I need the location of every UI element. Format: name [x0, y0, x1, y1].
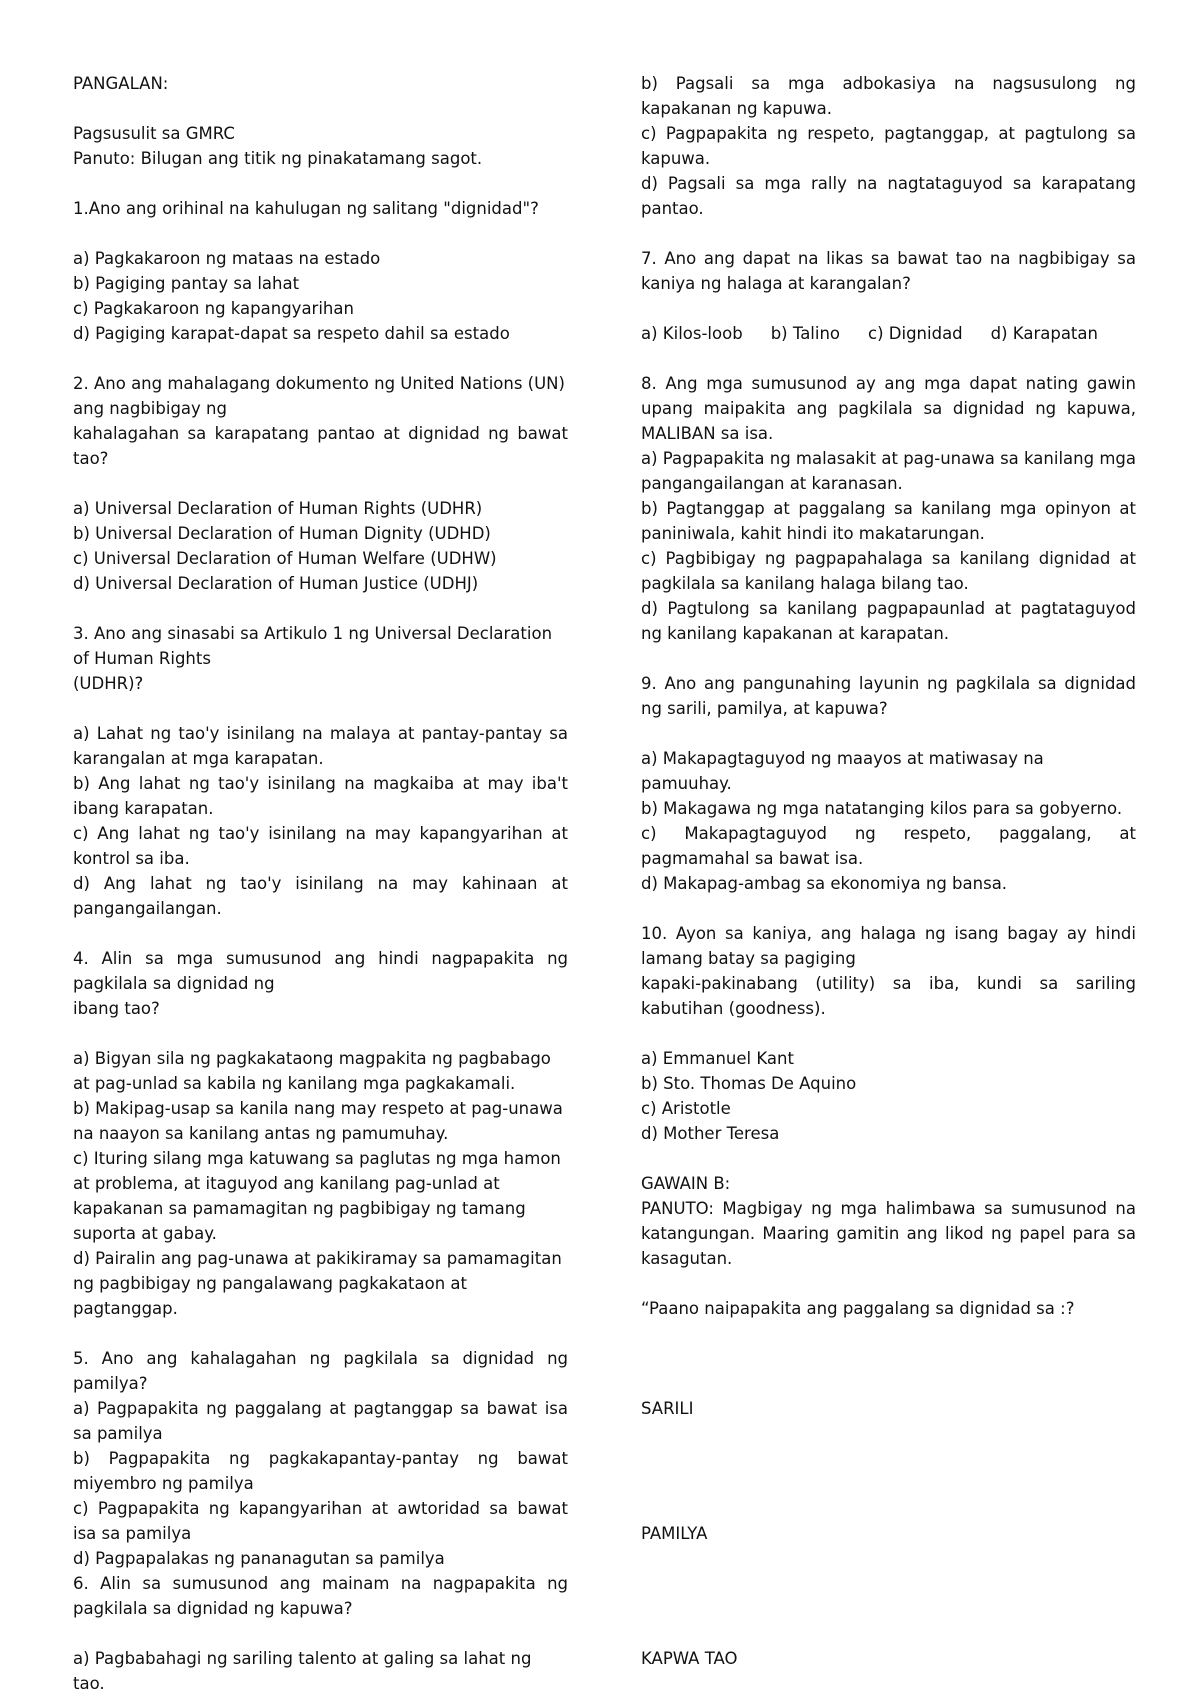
gawain-item-kapwa-tao: KAPWA TAO [641, 1649, 738, 1668]
q1-option-c: c) Pagkakaroon ng kapangyarihan [73, 299, 354, 318]
q3-option-d: d) Ang lahat ng tao'y isinilang na may kahinaan at pangangailangan. [73, 874, 568, 918]
q5-option-b: b) Pagpapakita ng pagkakapantay-pantay ng bawat miyembro ng pamilya [73, 1449, 568, 1493]
gawain-title: GAWAIN B: [641, 1174, 731, 1193]
question-10-line-1: 10. Ayon sa kaniya, ang halaga ng isang bagay ay hindi lamang batay sa pagiging [641, 924, 1136, 968]
q8-option-a: a) Pagpapakita ng malasakit at pag-unawa sa kanilang mga pangangailangan at karanasan. [641, 449, 1136, 493]
q6-option-d: d) Pagsali sa mga rally na nagtataguyod sa karapatang pantao. [641, 174, 1136, 218]
question-10-line-2: kapaki-pakinabang (utility) sa iba, kundi sa sariling kabutihan (goodness). [641, 974, 1136, 1018]
q2-option-c: c) Universal Declaration of Human Welfare (UDHW) [73, 549, 497, 568]
question-4-line-2: ibang tao? [73, 999, 160, 1018]
q6-option-c: c) Pagpapakita ng respeto, pagtanggap, at pagtulong sa kapuwa. [641, 124, 1136, 168]
q2-option-b: b) Universal Declaration of Human Dignity (UDHD) [73, 524, 491, 543]
question-5: 5. Ano ang kahalagahan ng pagkilala sa dignidad ng pamilya? [73, 1349, 568, 1393]
q5-option-c: c) Pagpapakita ng kapangyarihan at awtoridad sa bawat isa sa pamilya [73, 1499, 568, 1543]
right-column [641, 71, 1136, 1671]
q9-option-c: c) Makapagtaguyod ng respeto, paggalang, at pagmamahal sa bawat isa. [641, 824, 1136, 868]
q9-option-b: b) Makagawa ng mga natatanging kilos para sa gobyerno. [641, 799, 1123, 818]
name-label: PANGALAN: [73, 74, 169, 93]
q7-option-c: c) Dignidad [868, 324, 963, 343]
question-3-line-1: 3. Ano ang sinasabi sa Artikulo 1 ng Universal Declaration of Human Rights [73, 624, 553, 668]
left-column [73, 71, 568, 1696]
gawain-item-pamilya: PAMILYA [641, 1524, 708, 1543]
q7-options [641, 321, 1136, 346]
q8-option-b: b) Pagtanggap at paggalang sa kanilang mga opinyon at paniniwala, kahit hindi ito makatarungan. [641, 499, 1136, 543]
q10-option-a: a) Emmanuel Kant [641, 1049, 794, 1068]
q9-option-d: d) Makapag-ambag sa ekonomiya ng bansa. [641, 874, 1008, 893]
question-4-line-1: 4. Alin sa mga sumusunod ang hindi nagpapakita ng pagkilala sa dignidad ng [73, 949, 568, 993]
instructions: Panuto: Bilugan ang titik ng pinakatamang sagot. [73, 149, 483, 168]
question-6: 6. Alin sa sumusunod ang mainam na nagpapakita ng pagkilala sa dignidad ng kapuwa? [73, 1574, 568, 1618]
q8-option-c: c) Pagbibigay ng pagpapahalaga sa kanilang dignidad at pagkilala sa kanilang halaga bilang tao. [641, 549, 1136, 593]
gawain-item-sarili: SARILI [641, 1399, 694, 1418]
question-7: 7. Ano ang dapat na likas sa bawat tao na nagbibigay sa kaniya ng halaga at karangalan? [641, 249, 1136, 293]
q3-option-c: c) Ang lahat ng tao'y isinilang na may kapangyarihan at kontrol sa iba. [73, 824, 568, 868]
q3-option-b: b) Ang lahat ng tao'y isinilang na magkaiba at may iba't ibang karapatan. [73, 774, 568, 818]
q10-option-b: b) Sto. Thomas De Aquino [641, 1074, 857, 1093]
gawain-prompt: “Paano naipapakita ang paggalang sa dignidad sa :? [641, 1299, 1075, 1318]
question-9: 9. Ano ang pangunahing layunin ng pagkilala sa dignidad ng sarili, pamilya, at kapuwa? [641, 674, 1136, 718]
q7-option-d: d) Karapatan [990, 324, 1098, 343]
q4-option-a: a) Bigyan sila ng pagkakataong magpakita ng pagbabago at pag-unlad sa kabila ng kanilang mga pagkakamali. [73, 1049, 551, 1093]
question-1: 1.Ano ang orihinal na kahulugan ng salitang "dignidad"? [73, 199, 539, 218]
question-2-line-2: kahalagahan sa karapatang pantao at dignidad ng bawat tao? [73, 424, 568, 468]
q4-option-d: d) Pairalin ang pag-unawa at pakikiramay sa pamamagitan ng pagbibigay ng pangalawang pagkakataon at pagtanggap. [73, 1249, 562, 1318]
question-2-line-1: 2. Ano ang mahalagang dokumento ng United Nations (UN) ang nagbibigay ng [73, 374, 565, 418]
q5-option-d: d) Pagpapalakas ng pananagutan sa pamilya [73, 1549, 445, 1568]
q6-option-b: b) Pagsali sa mga adbokasiya na nagsusulong ng kapakanan ng kapuwa. [641, 74, 1136, 118]
q5-option-a: a) Pagpapakita ng paggalang at pagtanggap sa bawat isa sa pamilya [73, 1399, 568, 1443]
q4-option-b: b) Makipag-usap sa kanila nang may respeto at pag-unawa na naayon sa kanilang antas ng pamumuhay. [73, 1099, 563, 1143]
q1-option-a: a) Pagkakaroon ng mataas na estado [73, 249, 381, 268]
q2-option-d: d) Universal Declaration of Human Justice (UDHJ) [73, 574, 479, 593]
q10-option-c: c) Aristotle [641, 1099, 731, 1118]
q2-option-a: a) Universal Declaration of Human Rights (UDHR) [73, 499, 483, 518]
gawain-instructions: PANUTO: Magbigay ng mga halimbawa sa sumusunod na katangungan. Maaring gamitin ang likod ng papel para sa kasagutan. [641, 1199, 1136, 1268]
q7-option-a: a) Kilos-loob [641, 324, 743, 343]
q6-option-a: a) Pagbabahagi ng sariling talento at galing sa lahat ng tao. [73, 1649, 532, 1693]
question-3-line-2: (UDHR)? [73, 674, 144, 693]
q4-option-c: c) Ituring silang mga katuwang sa paglutas ng mga hamon at problema, at itaguyod ang kanilang pag-unlad at kapakanan sa pamamagitan ng pagbibigay ng tamang suporta at gabay. [73, 1149, 561, 1243]
q9-option-a: a) Makapagtaguyod ng maayos at matiwasay na pamuuhay. [641, 749, 1044, 793]
q8-option-d: d) Pagtulong sa kanilang pagpapaunlad at pagtataguyod ng kanilang kapakanan at karapatan. [641, 599, 1136, 643]
q7-option-b: b) Talino [770, 324, 841, 343]
q10-option-d: d) Mother Teresa [641, 1124, 780, 1143]
q1-option-d: d) Pagiging karapat-dapat sa respeto dahil sa estado [73, 324, 510, 343]
question-8: 8. Ang mga sumusunod ay ang mga dapat nating gawin upang maipakita ang pagkilala sa dignidad ng kapuwa, MALIBAN sa isa. [641, 374, 1136, 443]
q3-option-a: a) Lahat ng tao'y isinilang na malaya at pantay-pantay sa karangalan at mga karapatan. [73, 724, 568, 768]
test-title: Pagsusulit sa GMRC [73, 124, 235, 143]
q1-option-b: b) Pagiging pantay sa lahat [73, 274, 300, 293]
